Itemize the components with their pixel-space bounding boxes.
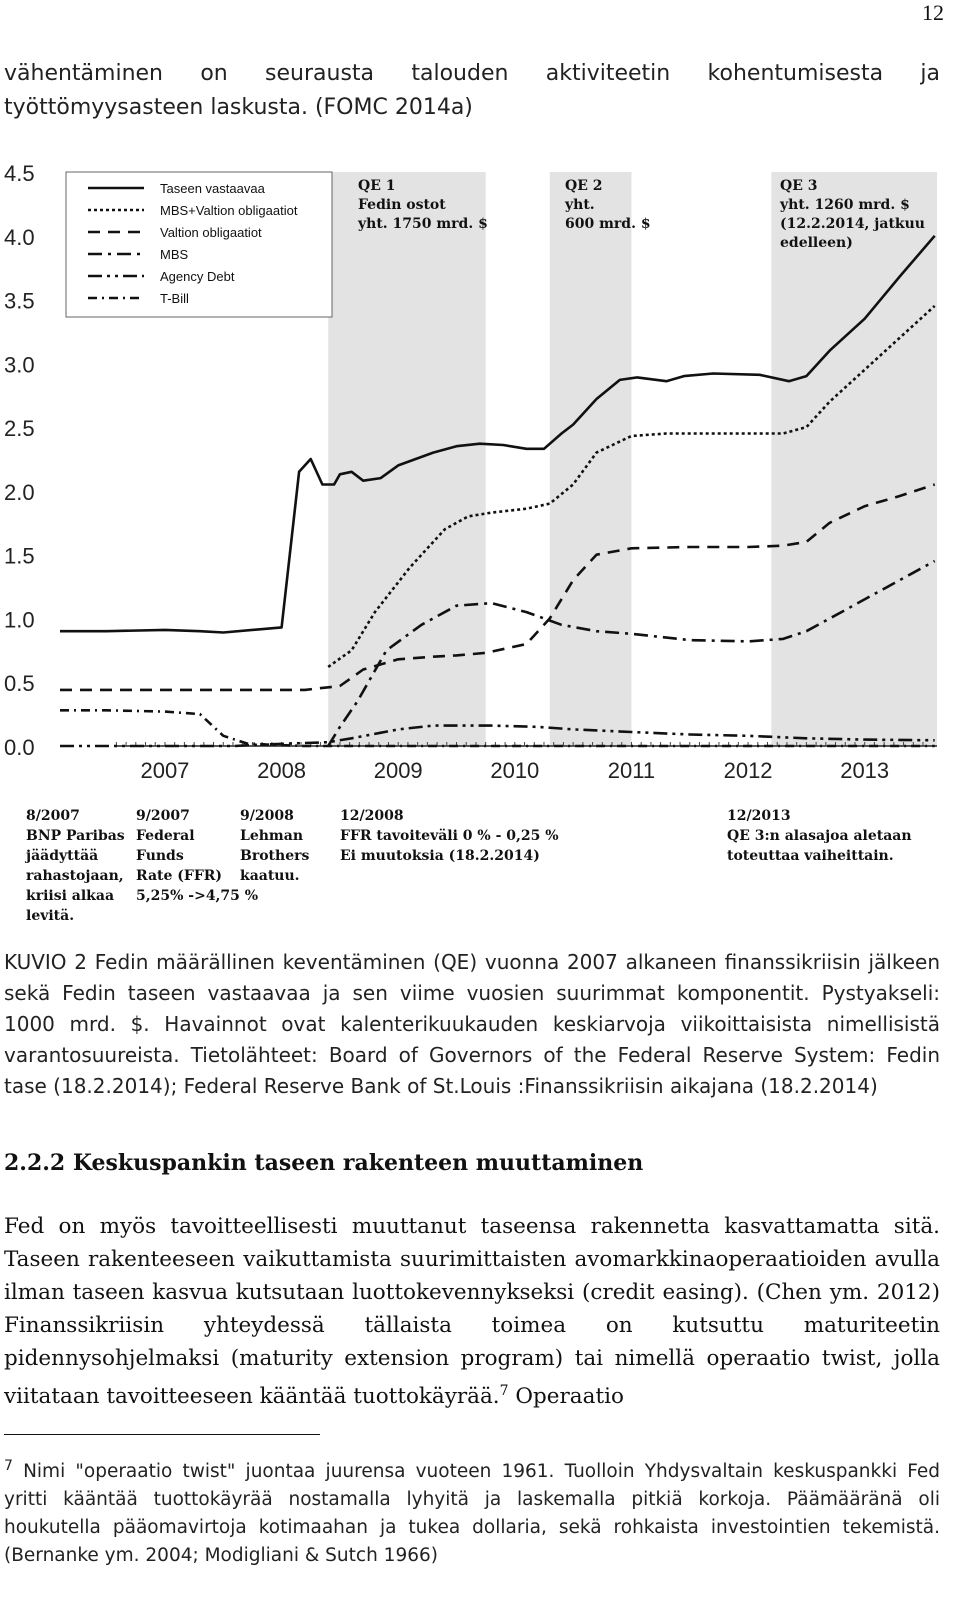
qe-label-line: QE 2 [565,178,603,194]
body-text: Fed on myös tavoitteellisesti muuttanut taseensa rakennetta kasvattamatta sitä. Taseen rakenteeseen vaikuttamista suurimittaisten avomarkkinaoperaatioiden avulla ilman taseen kasvua kutsutaan luottokevennykseksi (credit easing). (Chen ym. 2012) Finanssikriisin yhteydessä tällaista toimea on kutsuttu maturiteetin pidennysohjelmaksi (maturity extension program) tai nimellä operaatio twist, jolla viitataan tavoitteeseen kääntää tuottokäyrää. [4,1214,940,1410]
event-annotation-line: 8/2007 [26,808,80,824]
y-tick-label: 4.5 [4,161,35,186]
event-annotation-line: 9/2008 [240,808,294,824]
footnote [4,1452,940,1570]
event-annotation-line: kaatuu. [240,868,300,884]
footnote-ref: 7 [499,1383,509,1399]
event-annotation-line: Funds [136,848,184,864]
y-tick-label: 2.0 [4,479,35,505]
y-tick-label: 1.5 [4,543,35,569]
x-tick-label: 2013 [840,758,890,783]
qe-label-line: 600 mrd. $ [565,216,651,232]
event-annotation-line: 9/2007 [136,808,190,824]
y-tick-label: 3.5 [4,288,35,314]
y-tick-label: 1.0 [4,607,35,633]
y-tick-label: 3.0 [4,352,35,378]
y-tick-label: 0.5 [4,671,35,697]
chart-svg [0,150,960,940]
footnote-mark: 7 [4,1458,13,1474]
y-tick-label: 2.5 [4,416,35,442]
y-tick-label: 4.0 [4,224,35,250]
x-tick-label: 2010 [490,758,540,783]
figure-caption: KUVIO 2 Fedin määrällinen keventäminen (QE) vuonna 2007 alkaneen finanssikriisin jälkeen sekä Fedin taseen vastaavaa ja sen viime vuosien suurimmat komponentit. Pystyakseli: 1000 mrd. $. Havainnot ovat kalenterikuukauden keskiarvoja viikoittaisista nimellisistä varantosuureista. Tietolähteet: Board of Governors of the Federal Reserve System: Fedin tase (18.2.2014); Federal Reserve Bank of St.Louis :Finanssikriisin aikajana (18.2.2014) [4,950,940,1098]
qe-band-2 [550,172,632,746]
legend-label: Valtion obligaatiot [160,225,262,240]
event-annotation-line: 12/2008 [340,808,404,824]
event-annotation-line: Federal [136,828,195,844]
footnote-rule [4,1434,320,1435]
qe-label-line: QE 3 [780,178,818,194]
qe-label-line: edelleen) [780,235,853,251]
x-tick-label: 2008 [257,758,307,783]
event-annotation-line: jäädyttää [26,848,99,864]
event-annotation-line: Rate (FFR) [136,868,223,884]
qe-label-line: Fedin ostot [358,197,446,213]
event-annotation-line: Ei muutoksia (18.2.2014) [340,848,540,864]
legend-label: Agency Debt [160,269,235,284]
event-annotation-line: kriisi alkaa [26,888,115,904]
event-annotation-line: rahastojaan, [26,868,124,884]
qe-band-1 [328,172,485,746]
body-tail: Operaatio [508,1384,624,1410]
x-tick-label: 2009 [373,758,423,783]
qe-label-line: (12.2.2014, jatkuu [780,216,925,232]
event-annotation-line: FFR tavoiteväli 0 % - 0,25 % [340,828,559,844]
qe-label-line: QE 1 [358,178,396,194]
event-annotation-line: BNP Paribas [26,828,125,844]
event-annotation-line: QE 3:n alasajoa aletaan [727,828,912,844]
qe-label-line: yht. 1260 mrd. $ [780,197,910,213]
qe-label-line: yht. 1750 mrd. $ [358,216,488,232]
event-annotation-line: levitä. [26,908,75,924]
event-annotation-line: 5,25% ->4,75 % [136,888,259,904]
event-annotation-line: Lehman [240,828,303,844]
legend-label: MBS+Valtion obligaatiot [160,203,298,218]
section-heading: 2.2.2 Keskuspankin taseen rakenteen muuttaminen [4,1150,644,1176]
event-annotation-line: 12/2013 [727,808,791,824]
intro-line-2: työttömyysasteen laskusta. (FOMC 2014a) [4,95,473,120]
intro-line-1: vähentäminen on seurausta talouden aktiviteetin kohentumisesta ja [4,61,940,86]
balance-sheet-chart [0,150,960,940]
x-tick-label: 2007 [140,758,190,783]
legend-label: T-Bill [160,291,189,306]
legend-label: Taseen vastaavaa [160,181,265,196]
y-tick-label: 0.0 [4,735,35,760]
legend-label: MBS [160,247,189,262]
page-number: 12 [922,0,944,25]
body-paragraph [4,1210,940,1413]
x-tick-label: 2012 [723,758,773,783]
qe-label-line: yht. [565,197,595,213]
event-annotation-line: Brothers [240,848,310,864]
qe-band-3 [771,172,937,746]
footnote-text: Nimi "operaatio twist" juontaa juurensa vuoteen 1961. Tuolloin Yhdysvaltain keskuspankki Fed yritti kääntää tuottokäyrää nostamalla lyhyitä ja laskemalla pitkiä korkoja. Päämääränä oli houkutella pääomavirtoja kotimaahan ja tukea dollaria, sekä rohkaista investointien tekemistä. (Bernanke ym. 2004; Modigliani & Sutch 1966) [4,1461,940,1567]
x-tick-label: 2011 [607,758,656,783]
event-annotation-line: toteuttaa vaiheittain. [727,848,894,864]
